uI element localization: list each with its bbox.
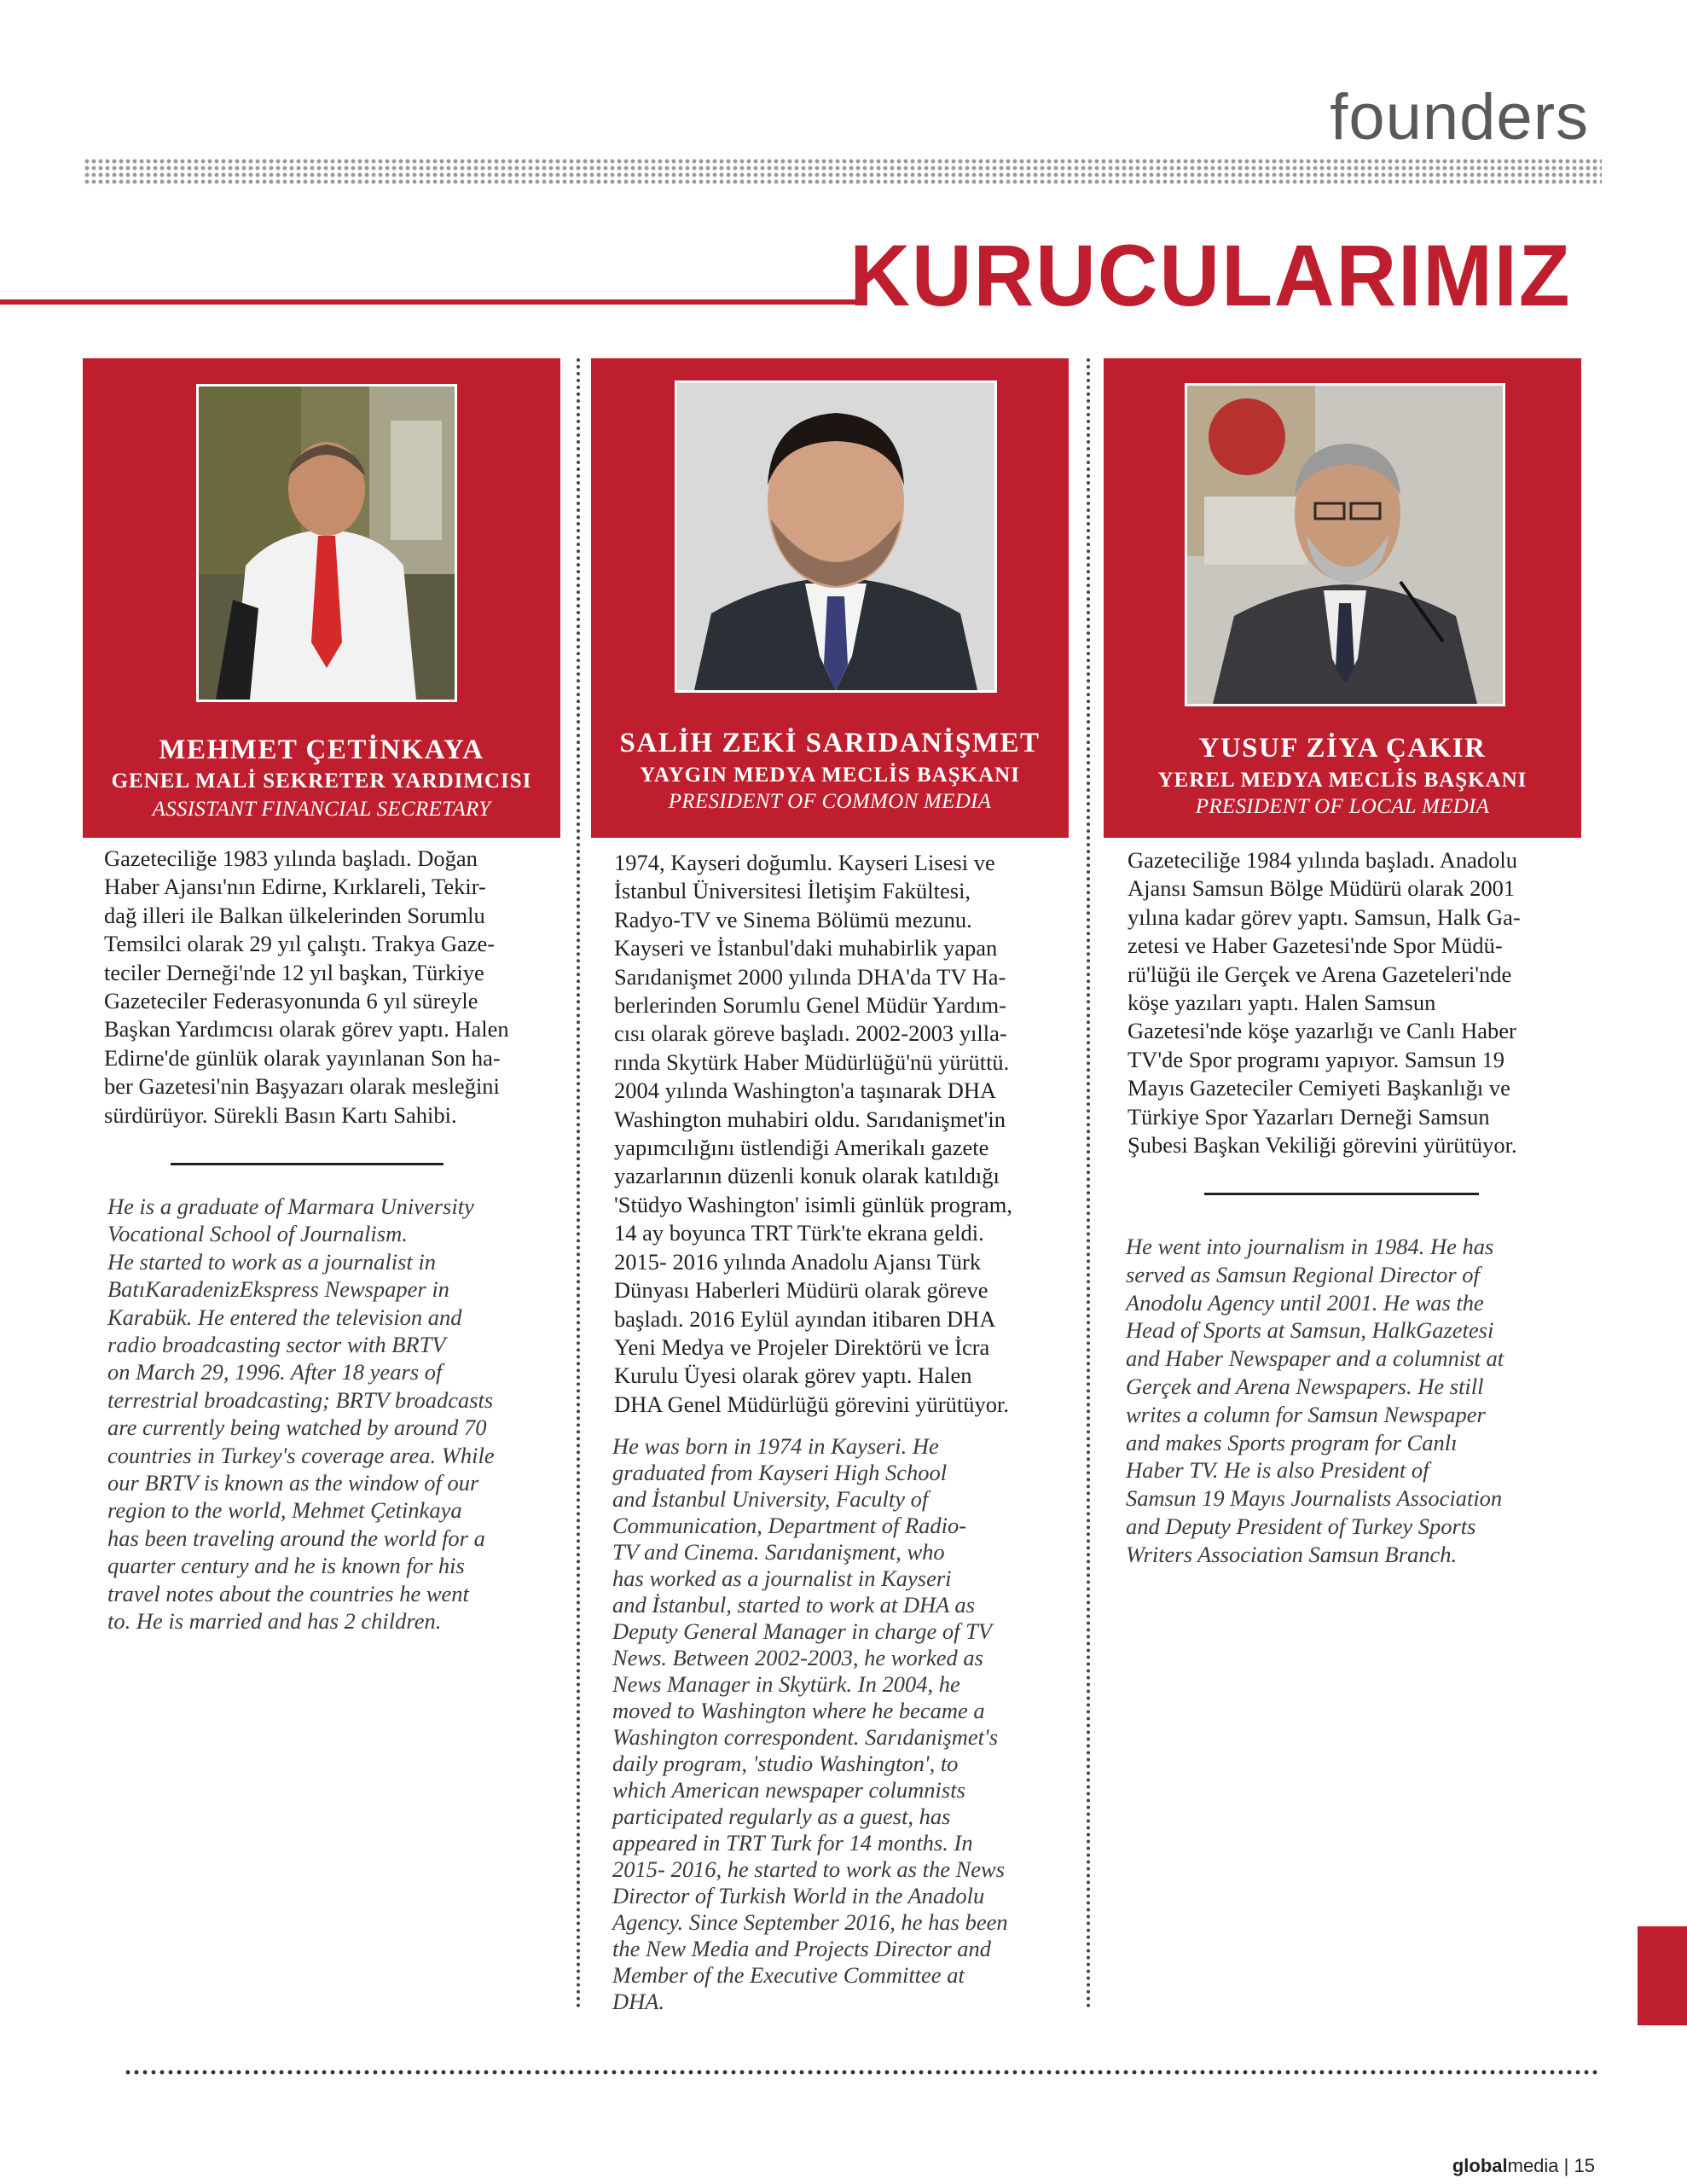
page-footer	[1452, 2157, 1595, 2175]
founder-bio-en: He was born in 1974 in Kayseri. He graduated from Kayseri High School and İstanbul University, Faculty of Communication, Department of Radio- TV and Cinema. Sarıdanişment, who has worked as a journalist in Kayseri and İstanbul, started to work at DHA as Deputy General Manager in charge of TV News. Between 2002-2003, he worked as News Manager in Skytürk. In 2004, he moved to Washington where he became a Washington correspondent. Sarıdanişmet's daily program, 'studio Washington', to which American newspaper columnists participated regularly as a guest, has appeared in TRT Turk for 14 months. In 2015- 2016, he started to work as the News Director of Turkish World in the Anadolu Agency. Since September 2016, he has been the New Media and Projects Director and Member of the Executive Committee at DHA.	[612, 1433, 1008, 2014]
page-number: 15	[1574, 2155, 1595, 2176]
founder-role-tr: GENEL MALİ SEKRETER YARDIMCISI	[111, 770, 532, 793]
founder-card-2	[591, 358, 1069, 838]
founder-role-tr: YEREL MEDYA MECLİS BAŞKANI	[1157, 769, 1528, 792]
bio-separator	[171, 1163, 443, 1165]
page-title: KURUCULARIMIZ	[849, 227, 1572, 324]
column-separator	[577, 358, 580, 2009]
founder-photo	[196, 384, 457, 702]
dotted-divider-top	[84, 158, 1602, 185]
founder-role-en: PRESIDENT OF LOCAL MEDIA	[1195, 795, 1490, 818]
founder-bio-tr: 1974, Kayseri doğumlu. Kayseri Lisesi ve İstanbul Üniversitesi İletişim Fakültesi, Radyo-TV ve Sinema Bölümü mezunu. Kayseri ve İstanbul'daki muhabirlik yapan Sarıdanişmet 2000 yılında DHA'da TV Ha- berlerinden Sorumlu Genel Müdür Yardım- cısı olarak göreve başladı. 2002-2003 yılla- rında Skytürk Haber Müdürlüğü'nü yürüttü. 2004 yılında Washington'a taşınarak DHA Washington muhabiri oldu. Sarıdanişmet'in yapımcılığını üstlendiği Amerikalı gazete yazarlarının düzenli konuk olarak katıldığı 'Stüdyo Washington' isimli günlük program, 14 ay boyunca TRT Türk'te ekrana geldi. 2015- 2016 yılında Anadolu Ajansı Türk Dünyası Haberleri Müdürü olarak göreve başladı. 2016 Eylül ayından itibaren DHA Yeni Medya ve Projeler Direktörü ve İcra Kurulu Üyesi olarak görev yaptı. Halen DHA Genel Müdürlüğü görevini yürütüyor.	[614, 850, 1012, 1417]
page-edge-tab	[1638, 1926, 1687, 2025]
founder-bio-tr: Gazeteciliğe 1983 yılında başladı. Doğan Haber Ajansı'nın Edirne, Kırklareli, Tekir- dağ illeri ile Balkan ülkelerinden Sorumlu Temsilci olarak 29 yıl çalıştı. Trakya Gaze- teciler Derneği'nde 12 yıl başkan, Türkiye Gazeteciler Federasyonunda 6 yıl süreyle Başkan Yardımcısı olarak görev yaptı. Halen Edirne'de günlük olarak yayınlanan Son ha- ber Gazetesi'nin Başyazarı olarak mesleğini sürdürüyor. Sürekli Basın Kartı Sahibi.	[104, 845, 509, 1128]
footer-separator: |	[1563, 2155, 1569, 2176]
founder-card-1	[83, 358, 560, 838]
founder-role-tr: YAYGIN MEDYA MECLİS BAŞKANI	[640, 764, 1020, 787]
founder-photo	[1185, 383, 1505, 706]
founder-name: YUSUF ZİYA ÇAKIR	[1198, 733, 1487, 764]
founder-name: SALİH ZEKİ SARIDANİŞMET	[619, 728, 1041, 758]
founder-bio-en: He is a graduate of Marmara University Vocational School of Journalism. He started to work as a journalist in BatıKaradenizEkspress Newspaper in Karabük. He entered the television and radio broadcasting sector with BRTV on March 29, 1996. After 18 years of terrestrial broadcasting; BRTV broadcasts are currently being watched by around 70 countries in Turkey's coverage area. While our BRTV is known as the window of our region to the world, Mehmet Çetinkaya has been traveling around the world for a quarter century and he is known for his travel notes about the countries he went to. He is married and has 2 children.	[107, 1194, 495, 1635]
founder-bio-tr: Gazeteciliğe 1984 yılında başladı. Anadolu Ajansı Samsun Bölge Müdürü olarak 2001 yılına kadar görev yaptı. Samsun, Halk Ga- zetesi ve Haber Gazetesi'nde Spor Müdü- rü'lüğü ile Gerçek ve Arena Gazeteleri'nde köşe yazıları yaptı. Halen Samsun Gazetesi'nde köşe yazarlığı ve Canlı Haber TV'de Spor programı yapıyor. Samsun 19 Mayıs Gazeteciler Cemiyeti Başkanlığı ve Türkiye Spor Yazarları Derneği Samsun Şubesi Başkan Vekiliği görevini yürütüyor.	[1128, 847, 1521, 1159]
founder-role-en: PRESIDENT OF COMMON MEDIA	[668, 790, 992, 813]
founder-name: MEHMET ÇETİNKAYA	[159, 735, 484, 765]
brand-name-bold: global	[1452, 2155, 1508, 2176]
title-underline	[0, 299, 857, 305]
section-label: founders	[1330, 81, 1589, 154]
dotted-divider-bottom	[124, 2069, 1599, 2076]
founder-card-3	[1104, 358, 1581, 838]
founder-bio-en: He went into journalism in 1984. He has served as Samsun Regional Director of Anodolu Agency until 2001. He was the Head of Sports at Samsun, HalkGazetesi and Haber Newspaper and a columnist at Gerçek and Arena Newspapers. He still writes a column for Samsun Newspaper and makes Sports program for Canlı Haber TV. He is also President of Samsun 19 Mayıs Journalists Association and Deputy President of Turkey Sports Writers Association Samsun Branch.	[1126, 1234, 1504, 1567]
bio-separator	[1204, 1193, 1479, 1195]
column-separator	[1087, 358, 1090, 2009]
brand-name-regular: media	[1507, 2155, 1559, 2176]
founder-role-en: ASSISTANT FINANCIAL SECRETARY	[152, 798, 491, 821]
founder-photo	[675, 380, 997, 693]
